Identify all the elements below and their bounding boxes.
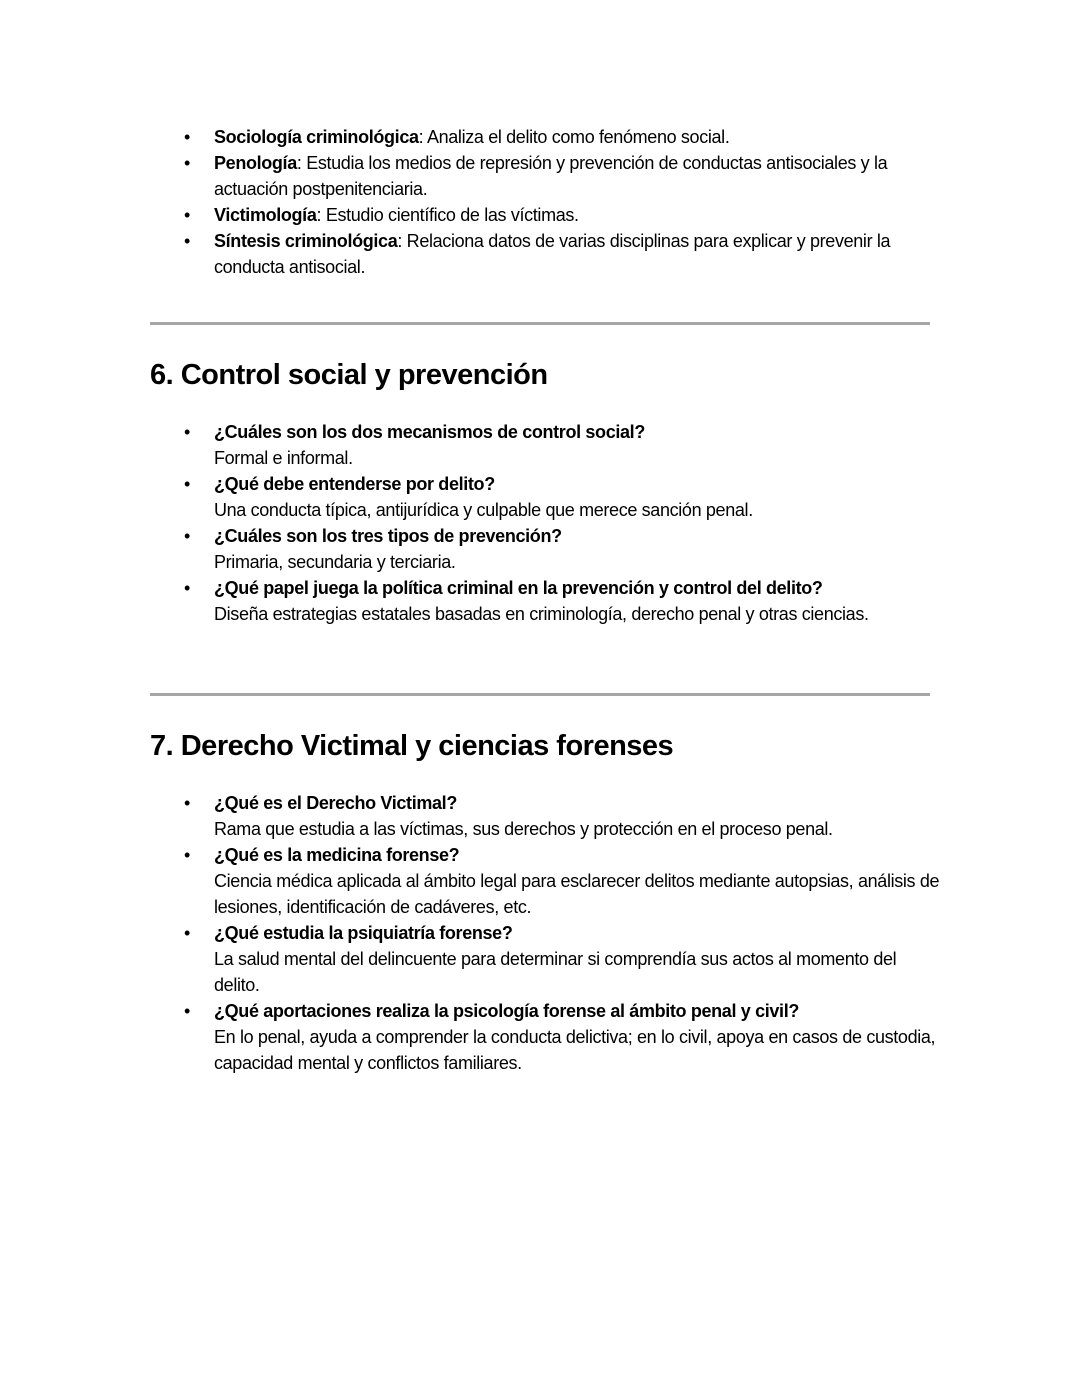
bullet-icon: • — [184, 422, 190, 442]
question: ¿Cuáles son los dos mecanismos de control social? — [214, 422, 645, 442]
question: ¿Qué debe entenderse por delito? — [214, 474, 495, 494]
definition: Relaciona datos de varias disciplinas para explicar y prevenir la conducta antisocial. — [214, 231, 891, 277]
section-7-qa-list — [150, 790, 940, 1076]
section-heading: 6. Control social y prevención — [150, 359, 548, 391]
answer: Rama que estudia a las víctimas, sus derechos y protección en el proceso penal. — [214, 819, 833, 839]
definition: Analiza el delito como fenómeno social. — [426, 127, 730, 147]
bullet-icon: • — [184, 1001, 190, 1021]
bullet-icon: • — [184, 127, 190, 147]
answer: Formal e informal. — [214, 448, 353, 468]
bullet-icon: • — [184, 793, 190, 813]
definition: Estudia los medios de represión y prevención de conductas antisociales y la actuación postpenitenciaria. — [214, 153, 888, 199]
horizontal-divider — [150, 693, 930, 696]
qa-item — [150, 575, 940, 627]
answer: La salud mental del delincuente para determinar si comprendía sus actos al momento del delito. — [214, 949, 897, 995]
list-item — [150, 150, 940, 202]
bullet-icon: • — [184, 578, 190, 598]
qa-item — [150, 998, 940, 1076]
term: Penología — [214, 153, 297, 173]
bullet-icon: • — [184, 205, 190, 225]
question: ¿Qué es la medicina forense? — [214, 845, 460, 865]
question: ¿Qué es el Derecho Victimal? — [214, 793, 457, 813]
bullet-icon: • — [184, 526, 190, 546]
qa-item — [150, 471, 940, 523]
answer: En lo penal, ayuda a comprender la conducta delictiva; en lo civil, apoya en casos de custodia, capacidad mental y conflictos familiares. — [214, 1027, 936, 1073]
separator: : — [397, 231, 407, 251]
answer: Diseña estrategias estatales basadas en criminología, derecho penal y otras ciencias. — [214, 604, 869, 624]
question: ¿Cuáles son los tres tipos de prevención? — [214, 526, 562, 546]
bullet-icon: • — [184, 231, 190, 251]
separator: : — [296, 153, 307, 173]
qa-item — [150, 842, 940, 920]
list-item — [150, 228, 940, 280]
criminology-branches-list — [150, 124, 940, 280]
bullet-icon: • — [184, 845, 190, 865]
qa-item — [150, 419, 940, 471]
term: Síntesis criminológica — [214, 231, 398, 251]
section-heading: 7. Derecho Victimal y ciencias forenses — [150, 730, 674, 762]
section-6-qa-list — [150, 419, 940, 627]
bullet-icon: • — [184, 153, 190, 173]
qa-item — [150, 523, 940, 575]
qa-item — [150, 790, 940, 842]
answer: Una conducta típica, antijurídica y culpable que merece sanción penal. — [214, 500, 753, 520]
qa-item — [150, 920, 940, 998]
bullet-icon: • — [184, 923, 190, 943]
answer: Primaria, secundaria y terciaria. — [214, 552, 456, 572]
list-item — [150, 124, 940, 150]
term: Sociología criminológica — [214, 127, 419, 147]
definition: Estudio científico de las víctimas. — [325, 205, 579, 225]
question: ¿Qué papel juega la política criminal en la prevención y control del delito? — [214, 578, 823, 598]
list-item — [150, 202, 940, 228]
question: ¿Qué estudia la psiquiatría forense? — [214, 923, 513, 943]
horizontal-divider — [150, 322, 930, 325]
question: ¿Qué aportaciones realiza la psicología forense al ámbito penal y civil? — [214, 1001, 799, 1021]
separator: : — [418, 127, 427, 147]
answer: Ciencia médica aplicada al ámbito legal para esclarecer delitos mediante autopsias, análisis de lesiones, identificación de cadáveres, etc. — [214, 871, 940, 917]
separator: : — [316, 205, 326, 225]
term: Victimología — [214, 205, 317, 225]
bullet-icon: • — [184, 474, 190, 494]
